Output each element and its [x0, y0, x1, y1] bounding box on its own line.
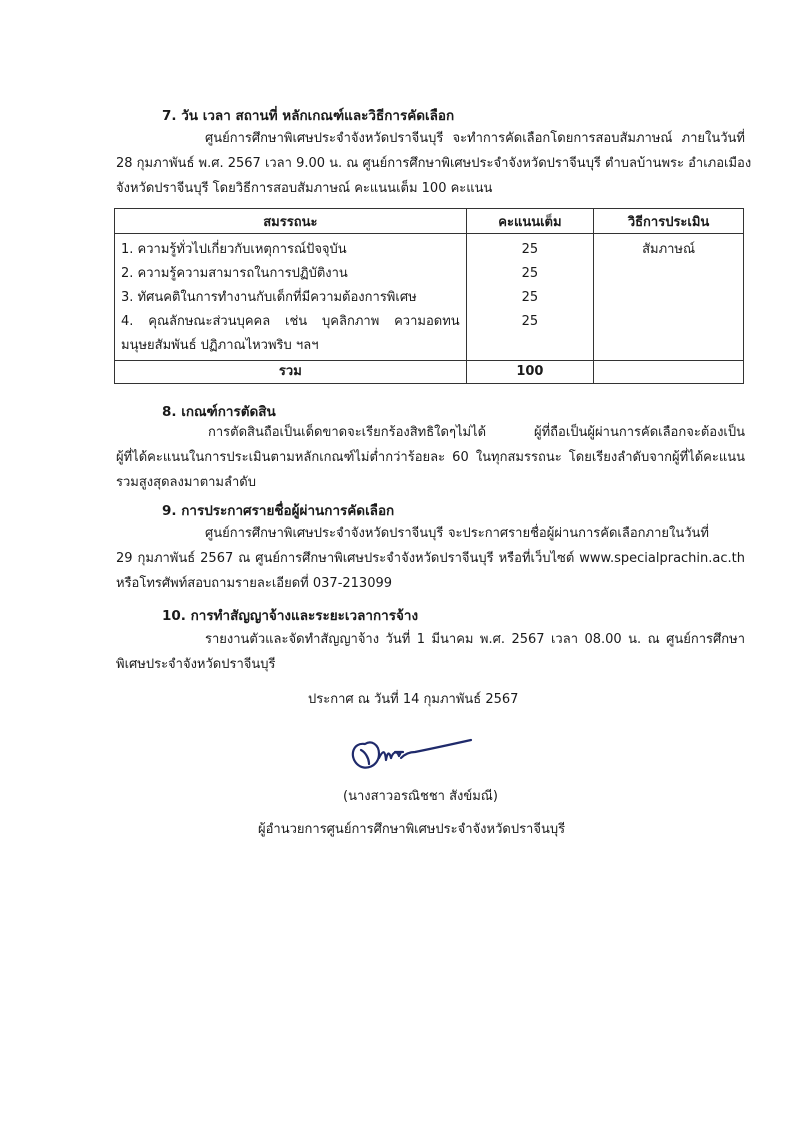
section-8-line-2: ผู้ที่ได้คะแนนในการประเมินตามหลักเกณฑ์ไม่ต่ำกว่าร้อยละ 60 ในทุกสมรรถนะ โดยเรียงลำดับจากผู้ที่ได้คะแนน — [116, 450, 745, 465]
table-row — [115, 234, 744, 361]
criterion-2: 2. ความรู้ความสามารถในการปฏิบัติงาน — [121, 266, 348, 281]
announcement-date: ประกาศ ณ วันที่ 14 กุมภาพันธ์ 2567 — [308, 692, 519, 707]
criterion-3: 3. ทัศนคติในการทำงานกับเด็กที่มีความต้องการพิเศษ — [121, 290, 417, 305]
handwritten-signature — [345, 728, 475, 778]
score-1: 25 — [521, 242, 539, 257]
criterion-4-continued: มนุษยสัมพันธ์ ปฏิภาณไหวพริบ ฯลฯ — [121, 338, 319, 353]
section-7-heading: 7. วัน เวลา สถานที่ หลักเกณฑ์และวิธีการคัดเลือก — [162, 108, 455, 124]
total-label: รวม — [115, 361, 467, 384]
signer-name: (นางสาวอรณิชชา สังข์มณี) — [343, 789, 498, 804]
section-9-line-1: ศูนย์การศึกษาพิเศษประจำจังหวัดปราจีนบุรี จะประกาศรายชื่อผู้ผ่านการคัดเลือกภายในวันที่ — [205, 526, 709, 541]
section-9-line-2: 29 กุมภาพันธ์ 2567 ณ ศูนย์การศึกษาพิเศษประจำจังหวัดปราจีนบุรี หรือที่เว็บไซต์ www.specialprachin.ac.th — [116, 551, 745, 566]
section-8-line-1: การตัดสินถือเป็นเด็ดขาดจะเรียกร้องสิทธิใดๆไม่ได้ ผู้ที่ถือเป็นผู้ผ่านการคัดเลือกจะต้องเป็น — [208, 425, 745, 440]
section-10-line-1: รายงานตัวและจัดทำสัญญาจ้าง วันที่ 1 มีนาคม พ.ศ. 2567 เวลา 08.00 น. ณ ศูนย์การศึกษา — [205, 632, 745, 647]
competency-score-table — [114, 208, 744, 384]
criteria-cell — [115, 234, 467, 361]
section-7-line-3: จังหวัดปราจีนบุรี โดยวิธีการสอบสัมภาษณ์ คะแนนเต็ม 100 คะแนน — [116, 181, 493, 196]
criterion-1: 1. ความรู้ทั่วไปเกี่ยวกับเหตุการณ์ปัจจุบัน — [121, 242, 347, 257]
criterion-4: 4. คุณลักษณะส่วนบุคคล เช่น บุคลิกภาพ ความอดทน — [121, 314, 460, 329]
score-cell — [466, 234, 593, 361]
header-evaluation-method: วิธีการประเมิน — [594, 209, 744, 234]
table-header-row — [115, 209, 744, 234]
total-empty — [594, 361, 744, 384]
section-7-line-2: 28 กุมภาพันธ์ พ.ศ. 2567 เวลา 9.00 น. ณ ศูนย์การศึกษาพิเศษประจำจังหวัดปราจีนบุรี ตำบลบ้านพระ อำเภอเมือง — [116, 156, 752, 171]
score-4: 25 — [521, 314, 539, 329]
method-value: สัมภาษณ์ — [642, 242, 696, 257]
section-10-heading: 10. การทำสัญญาจ้างและระยะเวลาการจ้าง — [162, 608, 419, 624]
table-total-row — [115, 361, 744, 384]
score-3: 25 — [521, 290, 539, 305]
section-10-line-2: พิเศษประจำจังหวัดปราจีนบุรี — [116, 657, 276, 672]
section-8-line-3: รวมสูงสุดลงมาตามลำดับ — [116, 475, 256, 490]
section-7-line-1: ศูนย์การศึกษาพิเศษประจำจังหวัดปราจีนบุรี จะทำการคัดเลือกโดยการสอบสัมภาษณ์ ภายในวันที่ — [205, 131, 745, 146]
method-cell — [594, 234, 744, 361]
header-competency: สมรรถนะ — [115, 209, 467, 234]
section-8-heading: 8. เกณฑ์การตัดสิน — [162, 404, 276, 420]
score-2: 25 — [521, 266, 539, 281]
header-full-score: คะแนนเต็ม — [466, 209, 593, 234]
section-9-heading: 9. การประกาศรายชื่อผู้ผ่านการคัดเลือก — [162, 503, 395, 519]
section-9-line-3: หรือโทรศัพท์สอบถามรายละเอียดที่ 037-213099 — [116, 576, 393, 591]
total-value: 100 — [466, 361, 593, 384]
signer-title: ผู้อำนวยการศูนย์การศึกษาพิเศษประจำจังหวัดปราจีนบุรี — [258, 822, 566, 837]
